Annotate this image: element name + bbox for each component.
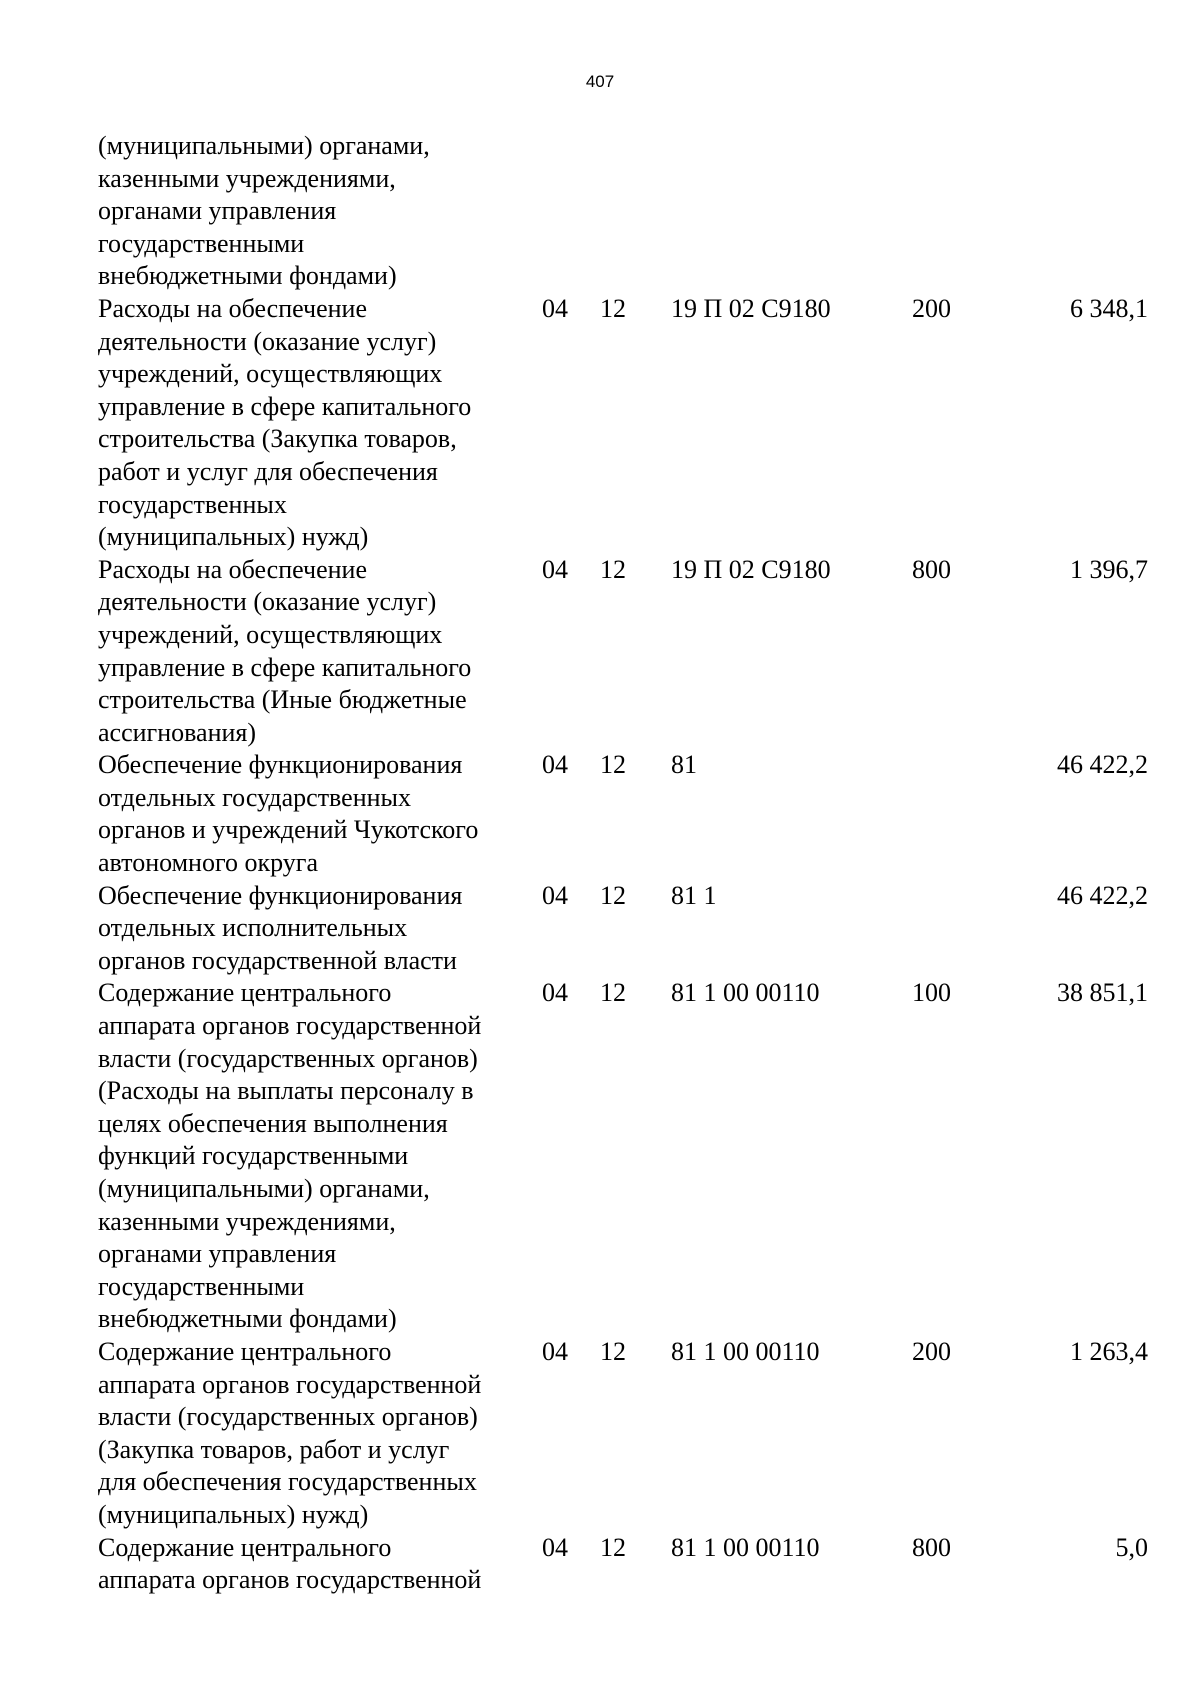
row-target-code: 81 1 00 00110 (671, 1532, 820, 1562)
row-target-code: 81 1 00 00110 (671, 1336, 820, 1366)
row-subsection: 12 (600, 1336, 626, 1366)
row-amount: 5,0 (1115, 1532, 1148, 1562)
row-expense-type: 200 (912, 1336, 951, 1366)
row-description: Содержание центрального аппарата органов государственной власти (государственных органов) (Закупка товаров, работ и услуг для обеспечения государственных (муниципальных) нужд) (98, 1336, 482, 1529)
row-subsection: 12 (600, 978, 626, 1008)
table-row (0, 977, 1200, 1336)
row-expense-type: 800 (912, 1532, 951, 1562)
row-description: Обеспечение функционирования отдельных государственных органов и учреждений Чукотского автономного округа (98, 750, 479, 878)
row-section: 04 (542, 1336, 568, 1366)
row-subsection: 12 (600, 880, 626, 910)
row-amount: 46 422,2 (1057, 880, 1148, 910)
row-target-code: 81 (671, 750, 697, 780)
row-amount: 6 348,1 (1070, 293, 1148, 323)
row-amount: 1 396,7 (1070, 554, 1148, 584)
row-section: 04 (542, 1532, 568, 1562)
table-row (0, 880, 1200, 978)
row-section: 04 (542, 293, 568, 323)
row-amount: 1 263,4 (1070, 1336, 1148, 1366)
row-expense-type: 800 (912, 554, 951, 584)
row-description: Обеспечение функционирования отдельных исполнительных органов государственной власти (98, 880, 463, 975)
row-description: Расходы на обеспечение деятельности (оказание услуг) учреждений, осуществляющих управление в сфере капитального строительства (Иные бюджетные ассигнования) (98, 554, 472, 747)
row-expense-type: 100 (912, 978, 951, 1008)
budget-table (0, 130, 1200, 1597)
row-subsection: 12 (600, 293, 626, 323)
row-section: 04 (542, 880, 568, 910)
row-amount: 38 851,1 (1057, 978, 1148, 1008)
row-subsection: 12 (600, 750, 626, 780)
table-row (0, 293, 1200, 554)
row-amount: 46 422,2 (1057, 750, 1148, 780)
row-subsection: 12 (600, 554, 626, 584)
row-target-code: 81 1 00 00110 (671, 978, 820, 1008)
row-section: 04 (542, 750, 568, 780)
row-description: Содержание центрального аппарата органов государственной (98, 1532, 482, 1595)
table-row (0, 749, 1200, 879)
table-row (0, 1336, 1200, 1532)
row-target-code: 81 1 (671, 880, 717, 910)
row-expense-type: 200 (912, 293, 951, 323)
row-section: 04 (542, 978, 568, 1008)
row-section: 04 (542, 554, 568, 584)
page-number: 407 (585, 72, 615, 91)
row-description: Расходы на обеспечение деятельности (оказание услуг) учреждений, осуществляющих управление в сфере капитального строительства (Закупка товаров, работ и услуг для обеспечения государственных (муниципальных) нужд) (98, 293, 472, 552)
row-description: Содержание центрального аппарата органов государственной власти (государственных органов) (Расходы на выплаты персоналу в целях обеспечения выполнения функций государственными (муниципальными) органами, казенными учреждениями, органами управления государственными внебюджетными фондами) (98, 978, 482, 1334)
row-subsection: 12 (600, 1532, 626, 1562)
row-target-code: 19 П 02 С9180 (671, 554, 831, 584)
table-row (0, 554, 1200, 750)
row-target-code: 19 П 02 С9180 (671, 293, 831, 323)
row-description: (муниципальными) органами, казенными учреждениями, органами управления государственными внебюджетными фондами) (98, 131, 430, 291)
table-row (0, 130, 1200, 293)
table-row (0, 1532, 1200, 1597)
